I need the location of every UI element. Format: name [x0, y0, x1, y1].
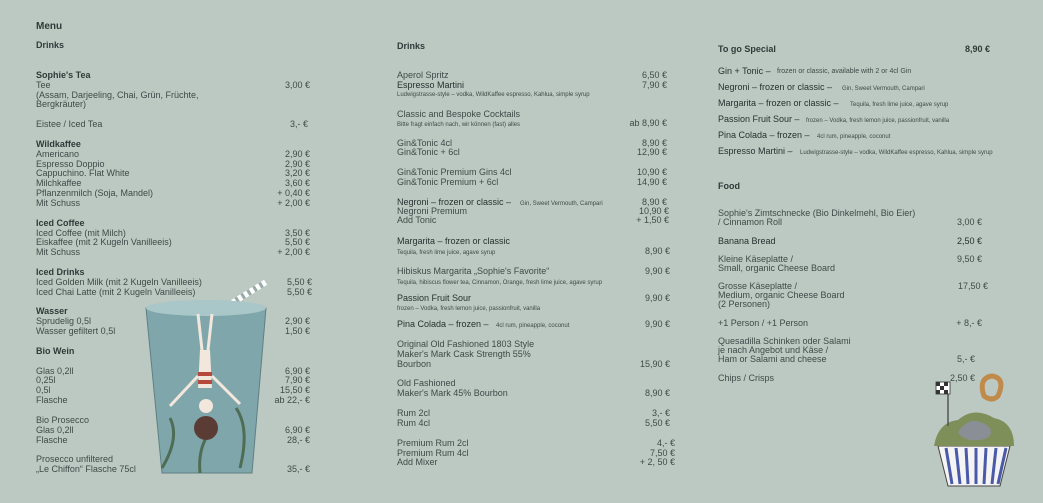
togo-item: Negroni – frozen or classic –: [718, 82, 833, 92]
menu-item: +1 Person / +1 Person: [718, 318, 809, 328]
menu-item: Old Fashioned: [397, 378, 456, 388]
menu-item: Premium Rum 4cl: [397, 448, 469, 458]
togo-item: Passion Fruit Sour –: [718, 114, 800, 124]
menu-price: 2,50 €: [949, 373, 975, 383]
togo-desc: frozen – Vodka, fresh lemon juice, passionfruit, vanilla: [806, 118, 950, 124]
menu-price: 5,50 €: [286, 287, 312, 297]
menu-price: 17,50 €: [957, 281, 988, 291]
menu-price: 6,90 €: [284, 425, 310, 435]
menu-item: „Le Chiffon“ Flasche 75cl: [36, 464, 136, 474]
menu-item: Passion Fruit Sour: [397, 293, 472, 303]
togo-item: Espresso Martini –: [718, 146, 793, 156]
menu-item: 0,25l: [36, 375, 56, 385]
menu-item: Maker's Mark 45% Bourbon: [397, 388, 508, 398]
menu-item: Hibiskus Margarita „Sophie's Favorite“: [397, 266, 550, 276]
menu-item: Negroni Premium: [397, 206, 468, 216]
menu-price: 5,50 €: [644, 418, 670, 428]
col2-heading: Drinks: [397, 41, 426, 51]
menu-desc: Bitte fragt einfach nach, wir können (fast) alles: [397, 122, 521, 128]
menu-item: Maker's Mark Cask Strength 55%: [397, 349, 531, 359]
menu-item: Kleine Käseplatte /: [718, 254, 794, 264]
menu-price: 5,50 €: [286, 277, 312, 287]
menu-price: 8,90 €: [644, 388, 670, 398]
menu-item: Grosse Käseplatte /: [718, 281, 798, 291]
menu-item: Iced Golden Milk (mit 2 Kugeln Vanilleeis): [36, 277, 202, 287]
menu-item: Bourbon: [397, 359, 432, 369]
menu-price: + 8,- €: [956, 318, 982, 328]
menu-price: 9,90 €: [644, 293, 670, 303]
menu-item: Chips / Crisps: [718, 373, 775, 383]
menu-item: 0,5l: [36, 385, 51, 395]
menu-desc: Tequila, hibiscus flower tea, Cinnamon, Orange, fresh lime juice, agave syrup: [397, 280, 603, 286]
menu-desc: Gin, Sweet Vermouth, Campari: [520, 201, 603, 207]
bio-wein-heading: Bio Wein: [36, 346, 75, 356]
menu-price: 7,50 €: [649, 448, 675, 458]
menu-item: Flasche: [36, 395, 68, 405]
menu-item: Milchkaffee: [36, 178, 82, 188]
menu-price: ab 8,90 €: [629, 118, 667, 128]
menu-price: 9,90 €: [644, 319, 670, 329]
menu-item: Gin&Tonic Premium Gins 4cl: [397, 167, 512, 177]
menu-price: + 1,50 €: [636, 215, 669, 225]
menu-price: 10,90 €: [638, 206, 669, 216]
menu-price: 2,50 €: [956, 236, 982, 246]
tea-desc: (Assam, Darjeeling, Chai, Grün, Früchte,: [36, 90, 199, 100]
togo-item: Gin + Tonic –: [718, 66, 771, 76]
togo-item: Margarita – frozen or classic –: [718, 98, 839, 108]
menu-item: Americano: [36, 149, 80, 159]
menu-item: Prosecco unfiltered: [36, 454, 114, 464]
menu-item: Margarita – frozen or classic: [397, 236, 511, 246]
togo-desc: Ludwigstrasse-style – vodka, WildKaffee espresso, Kahlua, simple syrup: [800, 150, 993, 156]
menu-item: Glas 0,2ll: [36, 425, 74, 435]
cupcake-illustration: [928, 372, 1020, 490]
menu-price: 14,90 €: [636, 177, 667, 187]
eistee-price: 3,- €: [289, 119, 308, 129]
menu-price: + 2, 50 €: [639, 457, 675, 467]
menu-item: Mit Schuss: [36, 247, 81, 257]
menu-item: Small, organic Cheese Board: [718, 263, 836, 273]
menu-price: 3,20 €: [284, 168, 310, 178]
menu-price: 3,- €: [651, 408, 670, 418]
menu-price: 1,50 €: [284, 326, 310, 336]
menu-item: Add Mixer: [397, 457, 438, 467]
food-heading: Food: [718, 181, 740, 191]
menu-desc: Ludwigstrasse-style – vodka, WildKaffee espresso, Kahlua, simple syrup: [397, 92, 590, 98]
iced-coffee-heading: Iced Coffee: [36, 218, 85, 228]
menu-item: Wasser gefiltert 0,5l: [36, 326, 116, 336]
menu-price: 8,90 €: [641, 138, 667, 148]
togo-item: Pina Colada – frozen –: [718, 130, 810, 140]
menu-item: Quesadilla Schinken oder Salami: [718, 336, 851, 346]
menu-item: Mit Schuss: [36, 198, 81, 208]
menu-price: + 2,00 €: [277, 247, 310, 257]
togo-desc: Gin, Sweet Vermouth, Campari: [842, 86, 925, 92]
menu-item: Espresso Martini: [397, 80, 465, 90]
menu-price: + 2,00 €: [277, 198, 310, 208]
menu-item: Classic and Bespoke Cocktails: [397, 109, 521, 119]
menu-price: 3,60 €: [284, 178, 310, 188]
menu-item: Sophie's Zimtschnecke (Bio Dinkelmehl, Bio Eier): [718, 208, 916, 218]
menu-item: Pflanzenmilch (Soja, Mandel): [36, 188, 154, 198]
menu-price: 8,90 €: [641, 197, 667, 207]
menu-price: 6,50 €: [641, 70, 667, 80]
menu-item: Aperol Spritz: [397, 70, 449, 80]
menu-price: 12,90 €: [636, 147, 667, 157]
menu-price: 35,- €: [286, 464, 310, 474]
menu-item: Gin&Tonic Premium + 6cl: [397, 177, 499, 187]
menu-price: 9,50 €: [956, 254, 982, 264]
menu-price: ab 22,- €: [274, 395, 310, 405]
menu-price: 5,50 €: [284, 237, 310, 247]
prosecco-heading: Bio Prosecco: [36, 415, 90, 425]
menu-item: Iced Chai Latte (mit 2 Kugeln Vanilleeis): [36, 287, 196, 297]
menu-item: Glas 0,2ll: [36, 366, 74, 376]
tea-price: 3,00 €: [284, 80, 310, 90]
menu-desc: frozen – Vodka, fresh lemon juice, passionfruit, vanilla: [397, 306, 541, 312]
tea-heading: Sophie's Tea: [36, 70, 91, 80]
menu-price: 9,90 €: [644, 266, 670, 276]
tea-name: Tee: [36, 80, 51, 90]
menu-item: Espresso Doppio: [36, 159, 105, 169]
menu-item: / Cinnamon Roll: [718, 217, 783, 227]
menu-price: 5,- €: [956, 354, 975, 364]
menu-price: 10,90 €: [636, 167, 667, 177]
togo-desc: frozen or classic, available with 2 or 4cl Gin: [777, 68, 912, 75]
menu-price: 4,- €: [656, 438, 675, 448]
menu-item: Medium, organic Cheese Board: [718, 290, 845, 300]
menu-price: + 0,40 €: [277, 188, 310, 198]
menu-price: 6,90 €: [284, 366, 310, 376]
menu-price: 15,90 €: [639, 359, 670, 369]
togo-price: 8,90 €: [964, 44, 990, 54]
menu-price: 2,90 €: [284, 159, 310, 169]
wasser-heading: Wasser: [36, 306, 68, 316]
iced-drinks-heading: Iced Drinks: [36, 267, 85, 277]
menu-title: Menu: [36, 21, 63, 32]
menu-price: 2,90 €: [284, 149, 310, 159]
togo-desc: Tequila, fresh lime juice, agave syrup: [850, 102, 949, 108]
menu-item: Rum 4cl: [397, 418, 431, 428]
wildkaffee-heading: Wildkaffee: [36, 139, 81, 149]
menu-item: Original Old Fashioned 1803 Style: [397, 339, 535, 349]
menu-price: 2,90 €: [284, 316, 310, 326]
menu-item: Cappuchino. Flat White: [36, 168, 130, 178]
menu-item: Pina Colada – frozen –: [397, 319, 489, 329]
menu-item: Banana Bread: [718, 236, 776, 246]
menu-item: je nach Angebot und Käse /: [718, 345, 829, 355]
menu-price: 7,90 €: [284, 375, 310, 385]
menu-item: Gin&Tonic 4cl: [397, 138, 453, 148]
menu-item: (2 Personen): [718, 299, 771, 309]
menu-price: 3,00 €: [956, 217, 982, 227]
menu-item: Negroni – frozen or classic –: [397, 197, 512, 207]
menu-item: Premium Rum 2cl: [397, 438, 469, 448]
glass-illustration: [140, 278, 272, 478]
togo-heading: To go Special: [718, 44, 776, 54]
menu-item: Iced Coffee (mit Milch): [36, 228, 126, 238]
menu-item: Gin&Tonic + 6cl: [397, 147, 460, 157]
menu-price: 3,50 €: [284, 228, 310, 238]
menu-price: 7,90 €: [641, 80, 667, 90]
eistee-name: Eistee / Iced Tea: [36, 119, 103, 129]
menu-desc: Tequila, fresh lime juice, agave syrup: [397, 250, 496, 256]
menu-item: Eiskaffee (mit 2 Kugeln Vanilleeis): [36, 237, 172, 247]
menu-price: 15,50 €: [279, 385, 310, 395]
menu-price: 28,- €: [286, 435, 310, 445]
menu-item: Rum 2cl: [397, 408, 431, 418]
menu-item: Sprudelig 0,5l: [36, 316, 92, 326]
menu-price: 8,90 €: [644, 246, 670, 256]
menu-desc: 4cl rum, pineapple, coconut: [496, 323, 570, 329]
menu-item: Flasche: [36, 435, 68, 445]
tea-desc: Bergkräuter): [36, 99, 87, 109]
menu-item: Add Tonic: [397, 215, 437, 225]
menu-item: Ham or Salami and cheese: [718, 354, 827, 364]
togo-desc: 4cl rum, pineapple, coconut: [817, 134, 891, 140]
col1-heading: Drinks: [36, 40, 65, 50]
